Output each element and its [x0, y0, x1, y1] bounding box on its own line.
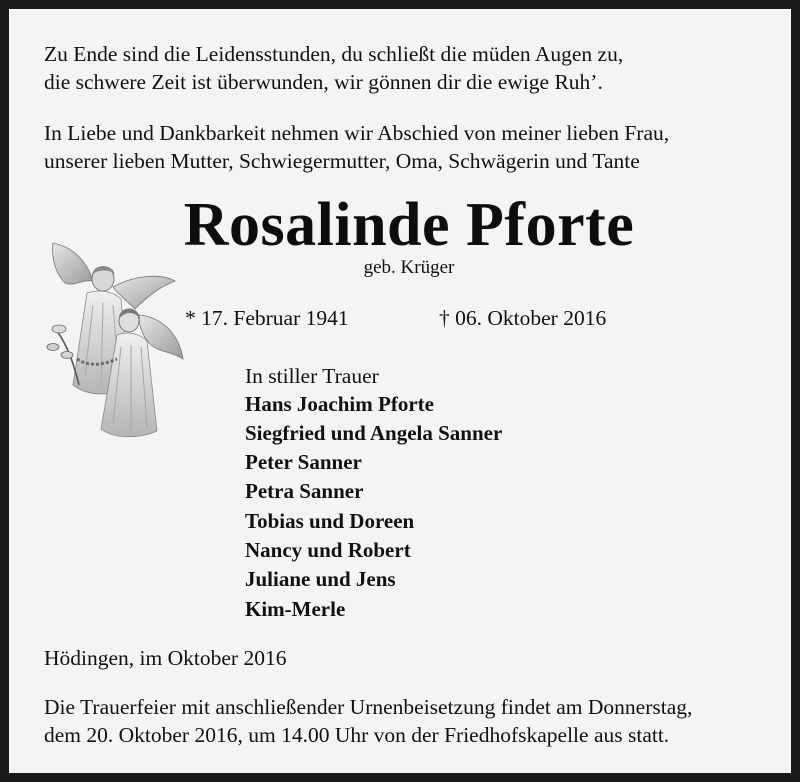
birth-date: * 17. Februar 1941	[185, 306, 349, 330]
mourner-name: Kim-Merle	[245, 597, 346, 621]
mourner-name: Tobias und Doreen	[245, 509, 415, 533]
place-date: Hödingen, im Oktober 2016	[44, 646, 287, 670]
mourner-name: Nancy und Robert	[245, 538, 411, 562]
mourner-name: Siegfried und Angela Sanner	[245, 421, 503, 445]
mourner-name: Juliane und Jens	[245, 567, 396, 591]
funeral-line-1: Die Trauerfeier mit anschließender Urnenbeisetzung findet am Donnerstag,	[44, 695, 693, 719]
deceased-name: Rosalinde Pforte	[183, 191, 635, 259]
mourner-name: Petra Sanner	[245, 479, 364, 503]
mourner-name: Hans Joachim Pforte	[245, 392, 434, 416]
maiden-name: geb. Krüger	[363, 257, 455, 278]
intro-line-2: unserer lieben Mutter, Schwiegermutter, Oma, Schwägerin und Tante	[44, 149, 640, 173]
intro-line-1: In Liebe und Dankbarkeit nehmen wir Abschied von meiner lieben Frau,	[44, 121, 670, 145]
mourners-heading: In stiller Trauer	[245, 364, 379, 388]
verse-line-2: die schwere Zeit ist überwunden, wir gönnen dir die ewige Ruh’.	[44, 70, 603, 94]
death-date: † 06. Oktober 2016	[439, 306, 607, 330]
verse-line-1: Zu Ende sind die Leidensstunden, du schließt die müden Augen zu,	[44, 42, 624, 66]
funeral-line-2: dem 20. Oktober 2016, um 14.00 Uhr von der Friedhofskapelle aus statt.	[44, 723, 670, 747]
mourner-name: Peter Sanner	[245, 450, 362, 474]
angels-illustration-icon	[43, 235, 189, 439]
